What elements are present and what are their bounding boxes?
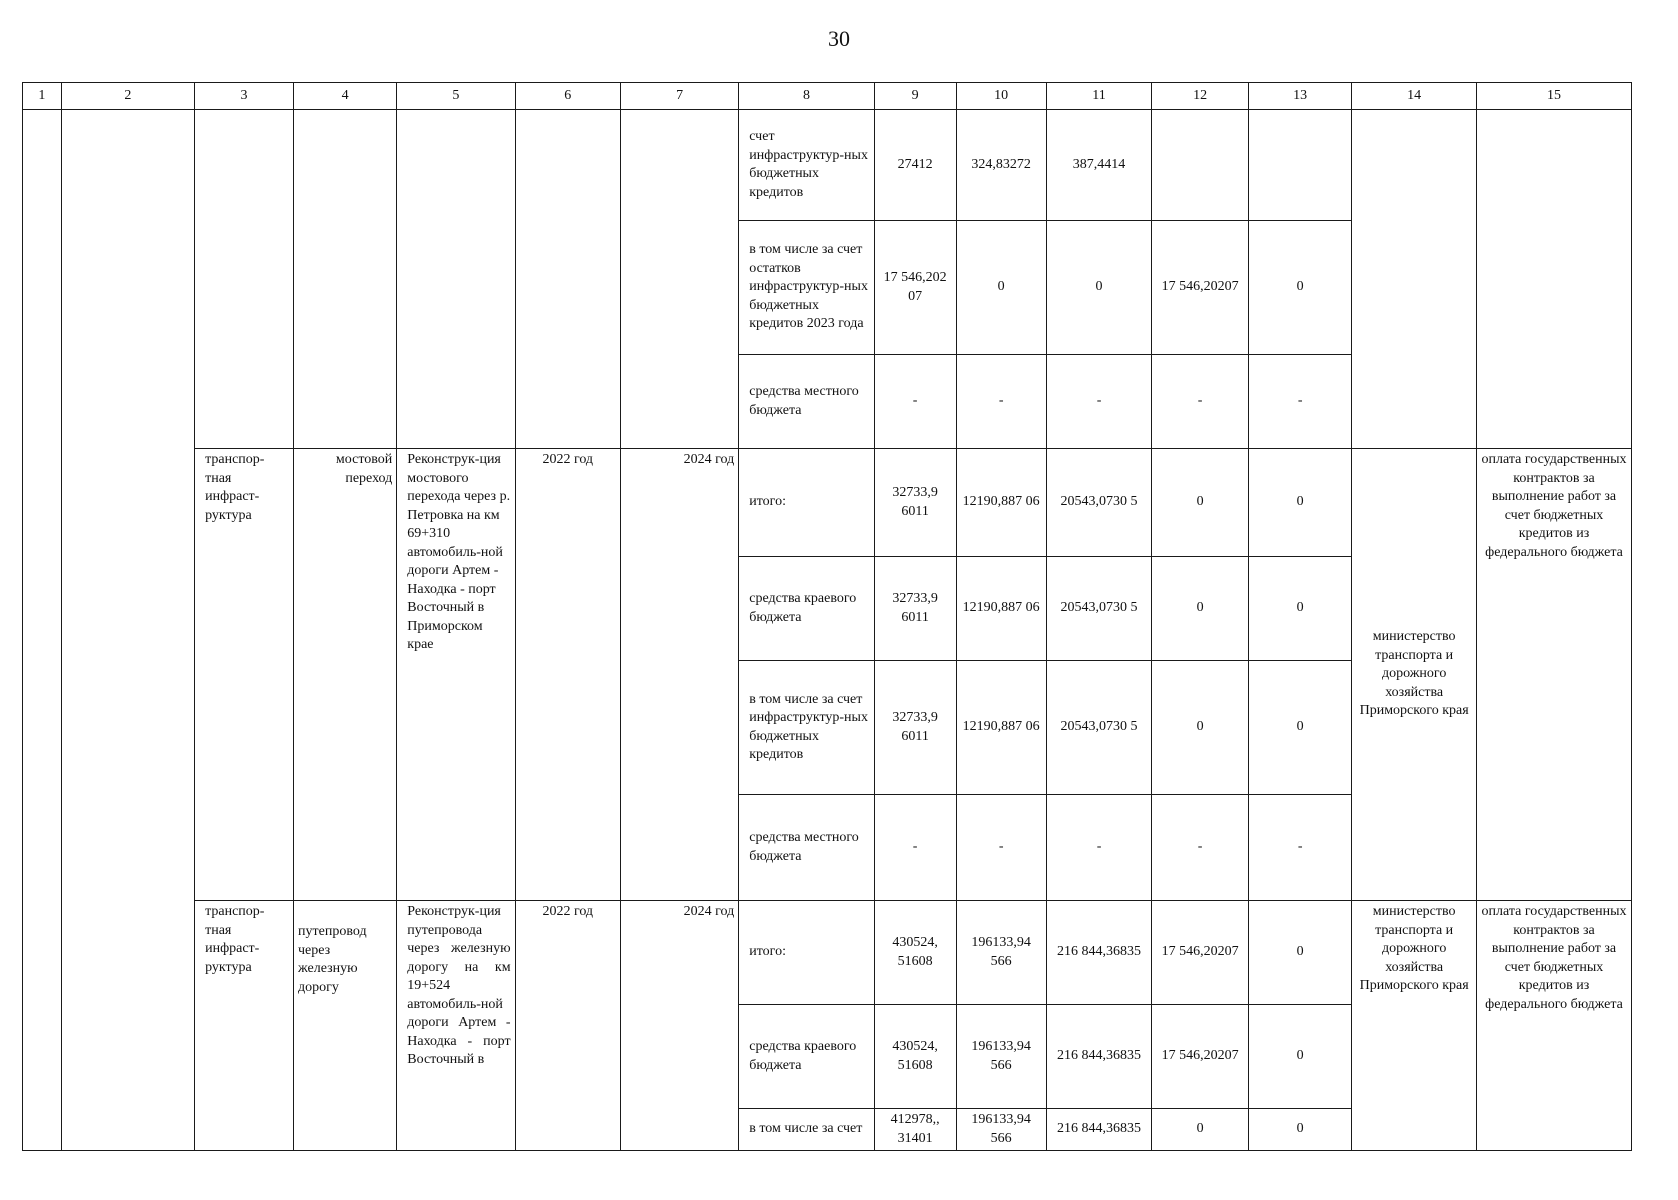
column-header: 15 — [1477, 83, 1632, 110]
value-cell: 32733,9 6011 — [874, 449, 956, 557]
funding-source-label: итого: — [739, 901, 875, 1005]
funding-source-label: итого: — [739, 449, 875, 557]
cell-col6 — [515, 110, 620, 449]
cell-col4 — [294, 110, 397, 449]
value-cell: - — [1249, 795, 1352, 901]
executor-cell — [1352, 110, 1477, 449]
executor-cell: министерство транспорта и дорожного хозяйства Приморского края — [1352, 901, 1477, 1151]
funding-source-label: в том числе за счет — [739, 1109, 875, 1151]
column-header: 13 — [1249, 83, 1352, 110]
value-cell: 0 — [1249, 1109, 1352, 1151]
project-name-cell: Реконструк-ция мостового перехода через р. Петровка на км 69+310 автомобиль-ной дороги Артем - Находка - порт Восточный в Приморском крае — [397, 449, 515, 901]
column-header: 6 — [515, 83, 620, 110]
value-cell: 20543,0730 5 — [1046, 449, 1151, 557]
value-cell: 17 546,202 07 — [874, 221, 956, 355]
value-cell: 0 — [1152, 557, 1249, 661]
column-header: 12 — [1152, 83, 1249, 110]
value-cell: 27412 — [874, 110, 956, 221]
object-cell: мостовой переход — [294, 449, 397, 901]
purpose-cell: оплата государственных контрактов за выполнение работ за счет бюджетных кредитов из федерального бюджета — [1477, 449, 1632, 901]
table-row — [23, 901, 1632, 1005]
value-cell: 430524, 51608 — [874, 1005, 956, 1109]
column-header: 11 — [1046, 83, 1151, 110]
funding-source-label: в том числе за счет остатков инфраструктур-ных бюджетных кредитов 2023 года — [739, 221, 875, 355]
column-header: 8 — [739, 83, 875, 110]
page-number: 30 — [828, 26, 850, 51]
column-header: 7 — [620, 83, 738, 110]
value-cell: 196133,94 566 — [956, 1109, 1046, 1151]
value-cell: - — [1152, 795, 1249, 901]
executor-cell: министерство транспорта и дорожного хозяйства Приморского края — [1352, 449, 1477, 901]
category-cell: транспор-тная инфраст-руктура — [195, 901, 294, 1151]
object-cell: путепровод через железную дорогу — [294, 901, 397, 1151]
cell-col5 — [397, 110, 515, 449]
column-header: 3 — [195, 83, 294, 110]
value-cell: 0 — [1249, 557, 1352, 661]
value-cell: 216 844,36835 — [1046, 1005, 1151, 1109]
value-cell: 32733,9 6011 — [874, 557, 956, 661]
value-cell: - — [1152, 355, 1249, 449]
value-cell: 0 — [1249, 1005, 1352, 1109]
value-cell: - — [874, 795, 956, 901]
funding-source-label: счет инфраструктур-ных бюджетных кредитов — [739, 110, 875, 221]
funding-source-label: средства местного бюджета — [739, 795, 875, 901]
value-cell: 17 546,20207 — [1152, 1005, 1249, 1109]
value-cell: 32733,9 6011 — [874, 661, 956, 795]
column-header: 4 — [294, 83, 397, 110]
value-cell: 216 844,36835 — [1046, 1109, 1151, 1151]
funding-source-label: в том числе за счет инфраструктур-ных бюджетных кредитов — [739, 661, 875, 795]
value-cell: 17 546,20207 — [1152, 901, 1249, 1005]
value-cell: 17 546,20207 — [1152, 221, 1249, 355]
cell-col3 — [195, 110, 294, 449]
value-cell — [1249, 110, 1352, 221]
value-cell: 0 — [1152, 449, 1249, 557]
project-name-cell: Реконструк-ция путепровода через железную дорогу на км 19+524 автомобиль-ной дороги Артем - Находка - порт Восточный в — [397, 901, 515, 1151]
value-cell: - — [1249, 355, 1352, 449]
purpose-cell — [1477, 110, 1632, 449]
cell-col2 — [61, 110, 194, 1151]
table-row — [23, 110, 1632, 221]
value-cell: 20543,0730 5 — [1046, 557, 1151, 661]
value-cell: 412978,, 31401 — [874, 1109, 956, 1151]
value-cell: 196133,94 566 — [956, 901, 1046, 1005]
start-year-cell: 2022 год — [515, 449, 620, 901]
cell-col1 — [23, 110, 62, 1151]
value-cell: - — [1046, 795, 1151, 901]
value-cell: - — [956, 355, 1046, 449]
column-header: 2 — [61, 83, 194, 110]
value-cell: 12190,887 06 — [956, 661, 1046, 795]
column-header: 5 — [397, 83, 515, 110]
value-cell: 12190,887 06 — [956, 557, 1046, 661]
value-cell: 216 844,36835 — [1046, 901, 1151, 1005]
purpose-cell: оплата государственных контрактов за выполнение работ за счет бюджетных кредитов из федерального бюджета — [1477, 901, 1632, 1151]
value-cell: 0 — [1046, 221, 1151, 355]
value-cell: - — [874, 355, 956, 449]
value-cell: 12190,887 06 — [956, 449, 1046, 557]
value-cell: 0 — [1152, 661, 1249, 795]
value-cell: 430524, 51608 — [874, 901, 956, 1005]
value-cell: 0 — [956, 221, 1046, 355]
end-year-cell: 2024 год — [620, 449, 738, 901]
funding-source-label: средства местного бюджета — [739, 355, 875, 449]
funding-source-label: средства краевого бюджета — [739, 557, 875, 661]
end-year-cell: 2024 год — [620, 901, 738, 1151]
value-cell: 20543,0730 5 — [1046, 661, 1151, 795]
value-cell: - — [956, 795, 1046, 901]
header-row — [23, 83, 1632, 110]
value-cell: - — [1046, 355, 1151, 449]
column-header: 10 — [956, 83, 1046, 110]
cell-col7 — [620, 110, 738, 449]
value-cell: 0 — [1249, 661, 1352, 795]
column-header: 14 — [1352, 83, 1477, 110]
value-cell: 0 — [1249, 901, 1352, 1005]
value-cell — [1152, 110, 1249, 221]
value-cell: 324,83272 — [956, 110, 1046, 221]
start-year-cell: 2022 год — [515, 901, 620, 1151]
value-cell: 0 — [1152, 1109, 1249, 1151]
value-cell: 0 — [1249, 449, 1352, 557]
column-header: 9 — [874, 83, 956, 110]
value-cell: 387,4414 — [1046, 110, 1151, 221]
value-cell: 0 — [1249, 221, 1352, 355]
table-row — [23, 449, 1632, 557]
category-cell: транспор-тная инфраст-руктура — [195, 449, 294, 901]
value-cell: 196133,94 566 — [956, 1005, 1046, 1109]
column-header: 1 — [23, 83, 62, 110]
budget-table — [22, 82, 1632, 1151]
funding-source-label: средства краевого бюджета — [739, 1005, 875, 1109]
